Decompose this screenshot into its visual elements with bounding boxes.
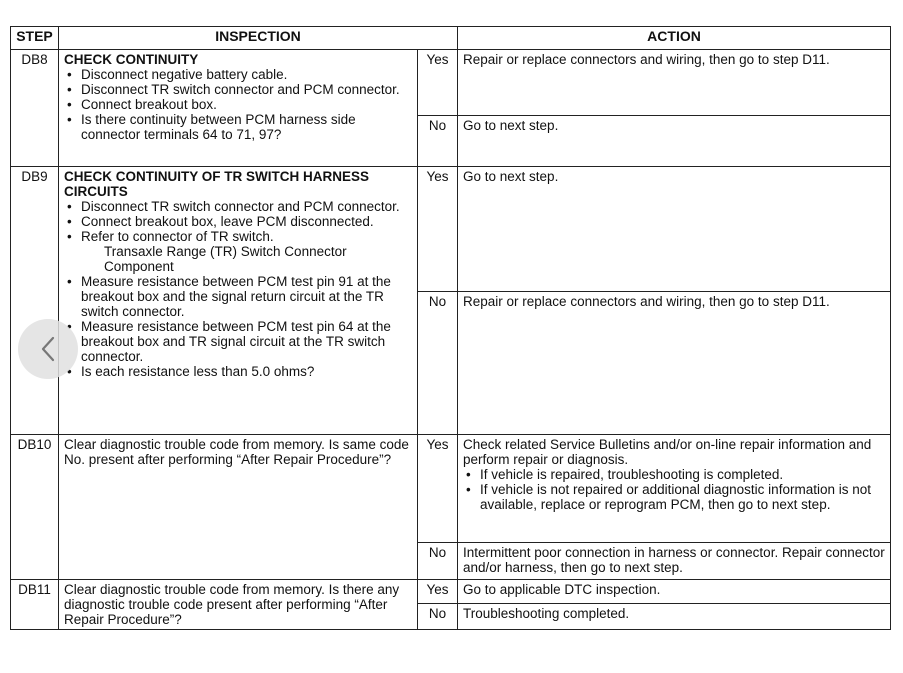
table-row	[11, 435, 891, 543]
diagnostic-table	[10, 26, 891, 630]
answer-no: No	[418, 604, 458, 630]
inspection-title: CHECK CONTINUITY OF TR SWITCH HARNESS CIRCUITS	[64, 169, 370, 199]
action-yes-db10	[458, 435, 891, 543]
step-db9: DB9	[11, 167, 59, 435]
answer-yes: Yes	[418, 580, 458, 604]
action-no: Repair or replace connectors and wiring, then go to step D11.	[458, 292, 891, 435]
answer-no: No	[418, 292, 458, 435]
action-yes: Go to applicable DTC inspection.	[458, 580, 891, 604]
action-no: Go to next step.	[458, 116, 891, 167]
table-row	[11, 50, 891, 116]
action-yes: Go to next step.	[458, 167, 891, 292]
list-item: Transaxle Range (TR) Switch Connector Component	[104, 244, 347, 274]
action-no: Intermittent poor connection in harness or connector. Repair connector and/or harness, then go to next step.	[458, 543, 891, 580]
list-item: • If vehicle is not repaired or additional diagnostic information is not available, replace or reprogram PCM, then go to next step.	[463, 482, 885, 512]
action-no: Troubleshooting completed.	[458, 604, 891, 630]
list-item: • Is there continuity between PCM harness side connector terminals 64 to 71, 97?	[64, 112, 412, 142]
answer-yes: Yes	[418, 50, 458, 116]
action-yes: Repair or replace connectors and wiring, then go to step D11.	[458, 50, 891, 116]
list-item: • If vehicle is repaired, troubleshooting is completed.	[463, 467, 885, 482]
previous-page-button[interactable]	[18, 319, 78, 379]
step-db8: DB8	[11, 50, 59, 167]
list-item: • Connect breakout box, leave PCM disconnected.	[64, 214, 412, 229]
inspection-db9	[59, 167, 418, 435]
list-item: • Measure resistance between PCM test pin 64 at the breakout box and TR signal circuit at the TR switch connector.	[64, 319, 412, 364]
chevron-left-icon	[39, 334, 57, 364]
list-item: • Is each resistance less than 5.0 ohms?	[64, 364, 412, 379]
table-row	[11, 167, 891, 292]
header-step: STEP	[11, 27, 59, 50]
inspection-title: CHECK CONTINUITY	[64, 52, 199, 67]
step-db11: DB11	[11, 580, 59, 630]
list-item: • Connect breakout box.	[64, 97, 412, 112]
header-inspection: INSPECTION	[59, 27, 458, 50]
list-item: • Disconnect TR switch connector and PCM connector.	[64, 199, 412, 214]
table-header-row	[11, 27, 891, 50]
inspection-db8	[59, 50, 418, 167]
header-action: ACTION	[458, 27, 891, 50]
inspection-db11: Clear diagnostic trouble code from memory. Is there any diagnostic trouble code present after performing “After Repair Procedure”?	[59, 580, 418, 630]
table-row	[11, 580, 891, 604]
list-item: • Refer to connector of TR switch.	[64, 229, 412, 244]
answer-yes: Yes	[418, 167, 458, 292]
list-item: • Disconnect negative battery cable.	[64, 67, 412, 82]
action-intro: Check related Service Bulletins and/or on-line repair information and perform repair or diagnosis.	[463, 437, 872, 467]
answer-no: No	[418, 116, 458, 167]
step-db10: DB10	[11, 435, 59, 580]
answer-no: No	[418, 543, 458, 580]
inspection-db10: Clear diagnostic trouble code from memory. Is same code No. present after performing “After Repair Procedure”?	[59, 435, 418, 580]
list-item: • Measure resistance between PCM test pin 91 at the breakout box and the signal return circuit at the TR switch connector.	[64, 274, 412, 319]
list-item: • Disconnect TR switch connector and PCM connector.	[64, 82, 412, 97]
answer-yes: Yes	[418, 435, 458, 543]
